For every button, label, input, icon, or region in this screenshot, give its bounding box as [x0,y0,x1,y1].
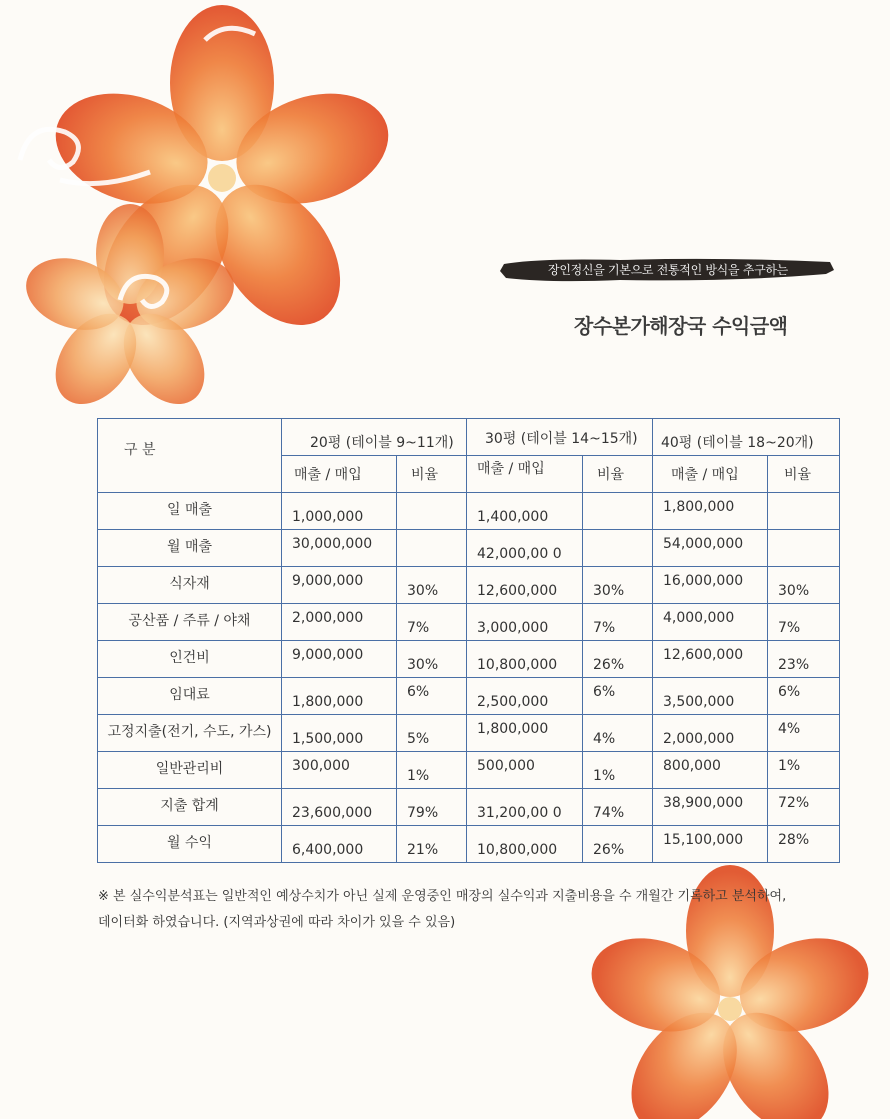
revenue-table [97,418,840,863]
amount-cell: 38,900,000 [653,789,768,826]
ratio-cell: 6% [768,678,840,715]
footnote-line: 데이터화 하였습니다. (지역과상권에 따라 차이가 있을 수 있음) [98,915,456,930]
amount-cell: 3,000,000 [467,604,583,641]
ratio-cell: 26% [583,641,653,678]
amount-cell: 10,800,000 [467,641,583,678]
ratio-cell: 6% [397,678,467,715]
ratio-cell: 5% [397,715,467,752]
footnote [98,884,878,936]
amount-cell: 1,500,000 [282,715,397,752]
subheader-sales: 매출 / 매입 [467,456,583,493]
amount-cell: 1,800,000 [467,715,583,752]
row-label: 공산품 / 주류 / 야채 [98,604,282,641]
table-row [98,530,840,567]
amount-cell: 1,800,000 [282,678,397,715]
ratio-cell [397,530,467,567]
amount-cell: 2,500,000 [467,678,583,715]
row-label: 월 매출 [98,530,282,567]
amount-cell: 31,200,00 0 [467,789,583,826]
ratio-cell: 30% [583,567,653,604]
table-row [98,567,840,604]
ratio-cell: 26% [583,826,653,863]
ratio-cell [768,493,840,530]
ratio-cell: 28% [768,826,840,863]
amount-cell: 54,000,000 [653,530,768,567]
amount-cell: 23,600,000 [282,789,397,826]
ratio-cell: 4% [768,715,840,752]
table-row [98,826,840,863]
table-row [98,789,840,826]
amount-cell: 30,000,000 [282,530,397,567]
row-label: 지출 합계 [98,789,282,826]
amount-cell: 12,600,000 [467,567,583,604]
subheader-ratio: 비율 [397,456,467,493]
ratio-cell [583,530,653,567]
amount-cell: 1,800,000 [653,493,768,530]
group-header-20: 20평 (테이블 9~11개) [282,419,467,456]
corner-header: 구 분 [98,419,282,493]
amount-cell: 4,000,000 [653,604,768,641]
amount-cell: 300,000 [282,752,397,789]
ratio-cell [583,493,653,530]
ratio-cell: 1% [583,752,653,789]
ratio-cell: 1% [397,752,467,789]
subheader-ratio: 비율 [768,456,840,493]
subheader-sales: 매출 / 매입 [282,456,397,493]
ratio-cell: 74% [583,789,653,826]
ratio-cell: 79% [397,789,467,826]
amount-cell: 2,000,000 [653,715,768,752]
group-header-40: 40평 (테이블 18~20개) [653,419,840,456]
amount-cell: 9,000,000 [282,567,397,604]
ratio-cell: 6% [583,678,653,715]
ratio-cell: 30% [768,567,840,604]
row-label: 일 매출 [98,493,282,530]
row-label: 일반관리비 [98,752,282,789]
ratio-cell: 23% [768,641,840,678]
ratio-cell: 30% [397,641,467,678]
table-row [98,641,840,678]
group-header-30: 30평 (테이블 14~15개) [467,419,653,456]
subheader-sales: 매출 / 매입 [653,456,768,493]
footnote-line: ※ 본 실수익분석표는 일반적인 예상수치가 아닌 실제 운영중인 매장의 실수익과 지출비용을 수 개월간 기록하고 분석하여, [98,889,787,904]
subheader-ratio: 비율 [583,456,653,493]
row-label: 임대료 [98,678,282,715]
tagline-text: 장인정신을 기본으로 전통적인 방식을 추구하는 [548,263,788,277]
ratio-cell [768,530,840,567]
table-header-row [98,419,840,456]
ratio-cell: 4% [583,715,653,752]
tagline-banner [500,256,836,284]
amount-cell: 16,000,000 [653,567,768,604]
amount-cell: 800,000 [653,752,768,789]
ratio-cell: 21% [397,826,467,863]
amount-cell: 500,000 [467,752,583,789]
amount-cell: 6,400,000 [282,826,397,863]
page-title: 장수본가해장국 수익금액 [574,314,788,338]
ratio-cell: 1% [768,752,840,789]
amount-cell: 1,400,000 [467,493,583,530]
amount-cell: 1,000,000 [282,493,397,530]
row-label: 인건비 [98,641,282,678]
ratio-cell: 72% [768,789,840,826]
table-row [98,678,840,715]
ratio-cell: 7% [583,604,653,641]
row-label: 식자재 [98,567,282,604]
table-row [98,604,840,641]
row-label: 월 수익 [98,826,282,863]
flower-illustration-top [0,0,420,420]
ratio-cell: 7% [768,604,840,641]
amount-cell: 15,100,000 [653,826,768,863]
amount-cell: 12,600,000 [653,641,768,678]
table-row [98,752,840,789]
amount-cell: 10,800,000 [467,826,583,863]
ratio-cell: 30% [397,567,467,604]
table-row [98,715,840,752]
amount-cell: 42,000,00 0 [467,530,583,567]
ratio-cell [397,493,467,530]
ratio-cell: 7% [397,604,467,641]
row-label: 고정지출(전기, 수도, 가스) [98,715,282,752]
amount-cell: 9,000,000 [282,641,397,678]
amount-cell: 2,000,000 [282,604,397,641]
amount-cell: 3,500,000 [653,678,768,715]
table-row [98,493,840,530]
